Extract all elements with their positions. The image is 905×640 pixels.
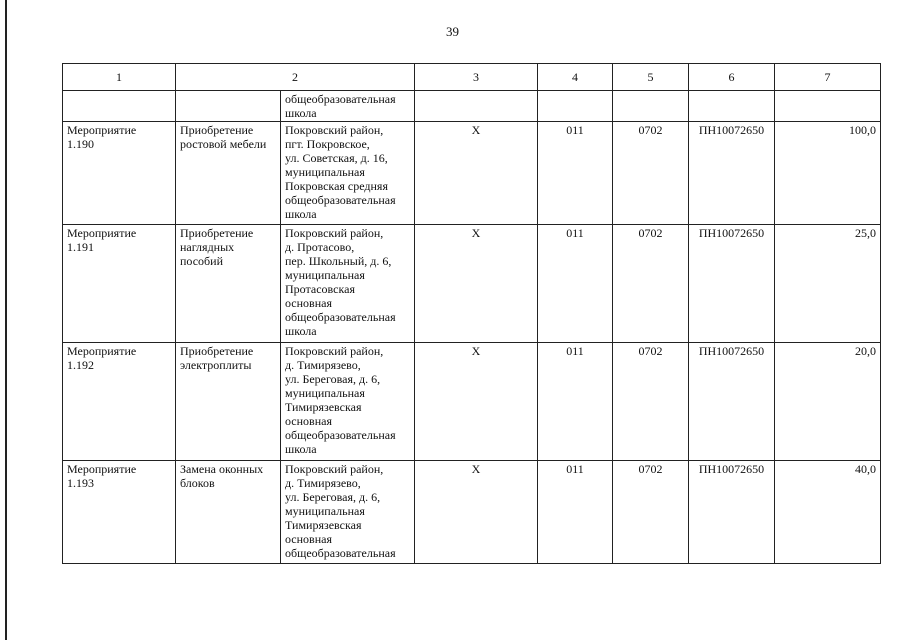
header-col-2: 2 — [176, 64, 415, 91]
cell-code: 011 — [538, 343, 613, 461]
cell-amount: 100,0 — [775, 122, 881, 225]
cell-name: Замена оконных блоков — [176, 461, 281, 564]
cell-target: ПН10072650 — [689, 225, 775, 343]
cell-target: ПН10072650 — [689, 343, 775, 461]
table-row-continuation — [63, 91, 881, 122]
header-col-3: 3 — [415, 64, 538, 91]
header-col-7: 7 — [775, 64, 881, 91]
cell-section: 0702 — [613, 461, 689, 564]
cell-name: Приобретение наглядных пособий — [176, 225, 281, 343]
cell-address: Покровский район, д. Протасово, пер. Школьный, д. 6, муниципальная Протасовская основная общеобразовательная школа — [281, 225, 415, 343]
table-row — [63, 461, 881, 564]
header-col-5: 5 — [613, 64, 689, 91]
budget-table — [62, 63, 881, 564]
cell-event — [63, 91, 176, 122]
cell-address: Покровский район, д. Тимирязево, ул. Береговая, д. 6, муниципальная Тимирязевская основная общеобразовательная — [281, 461, 415, 564]
cell-event: Мероприятие 1.192 — [63, 343, 176, 461]
cell-mark: Х — [415, 461, 538, 564]
cell-name: Приобретение ростовой мебели — [176, 122, 281, 225]
cell-amount — [775, 91, 881, 122]
cell-event: Мероприятие 1.191 — [63, 225, 176, 343]
header-col-4: 4 — [538, 64, 613, 91]
cell-event: Мероприятие 1.193 — [63, 461, 176, 564]
cell-address: общеобразовательная школа — [281, 91, 415, 122]
cell-code: 011 — [538, 225, 613, 343]
cell-section: 0702 — [613, 122, 689, 225]
cell-target — [689, 91, 775, 122]
table-row — [63, 225, 881, 343]
cell-mark — [415, 91, 538, 122]
cell-section — [613, 91, 689, 122]
cell-section: 0702 — [613, 343, 689, 461]
cell-event: Мероприятие 1.190 — [63, 122, 176, 225]
cell-amount: 40,0 — [775, 461, 881, 564]
cell-target: ПН10072650 — [689, 461, 775, 564]
cell-code — [538, 91, 613, 122]
cell-address: Покровский район, пгт. Покровское, ул. Советская, д. 16, муниципальная Покровская средняя общеобразовательная школа — [281, 122, 415, 225]
cell-section: 0702 — [613, 225, 689, 343]
table-row — [63, 343, 881, 461]
cell-mark: Х — [415, 122, 538, 225]
page-left-edge — [5, 0, 7, 640]
cell-name: Приобретение электроплиты — [176, 343, 281, 461]
header-col-6: 6 — [689, 64, 775, 91]
table-header-row — [63, 64, 881, 91]
cell-mark: Х — [415, 225, 538, 343]
cell-code: 011 — [538, 461, 613, 564]
page-number: 39 — [446, 24, 459, 39]
header-col-1: 1 — [63, 64, 176, 91]
cell-name — [176, 91, 281, 122]
cell-address: Покровский район, д. Тимирязево, ул. Береговая, д. 6, муниципальная Тимирязевская основная общеобразовательная школа — [281, 343, 415, 461]
cell-amount: 25,0 — [775, 225, 881, 343]
cell-target: ПН10072650 — [689, 122, 775, 225]
table-row — [63, 122, 881, 225]
cell-mark: Х — [415, 343, 538, 461]
cell-amount: 20,0 — [775, 343, 881, 461]
cell-code: 011 — [538, 122, 613, 225]
